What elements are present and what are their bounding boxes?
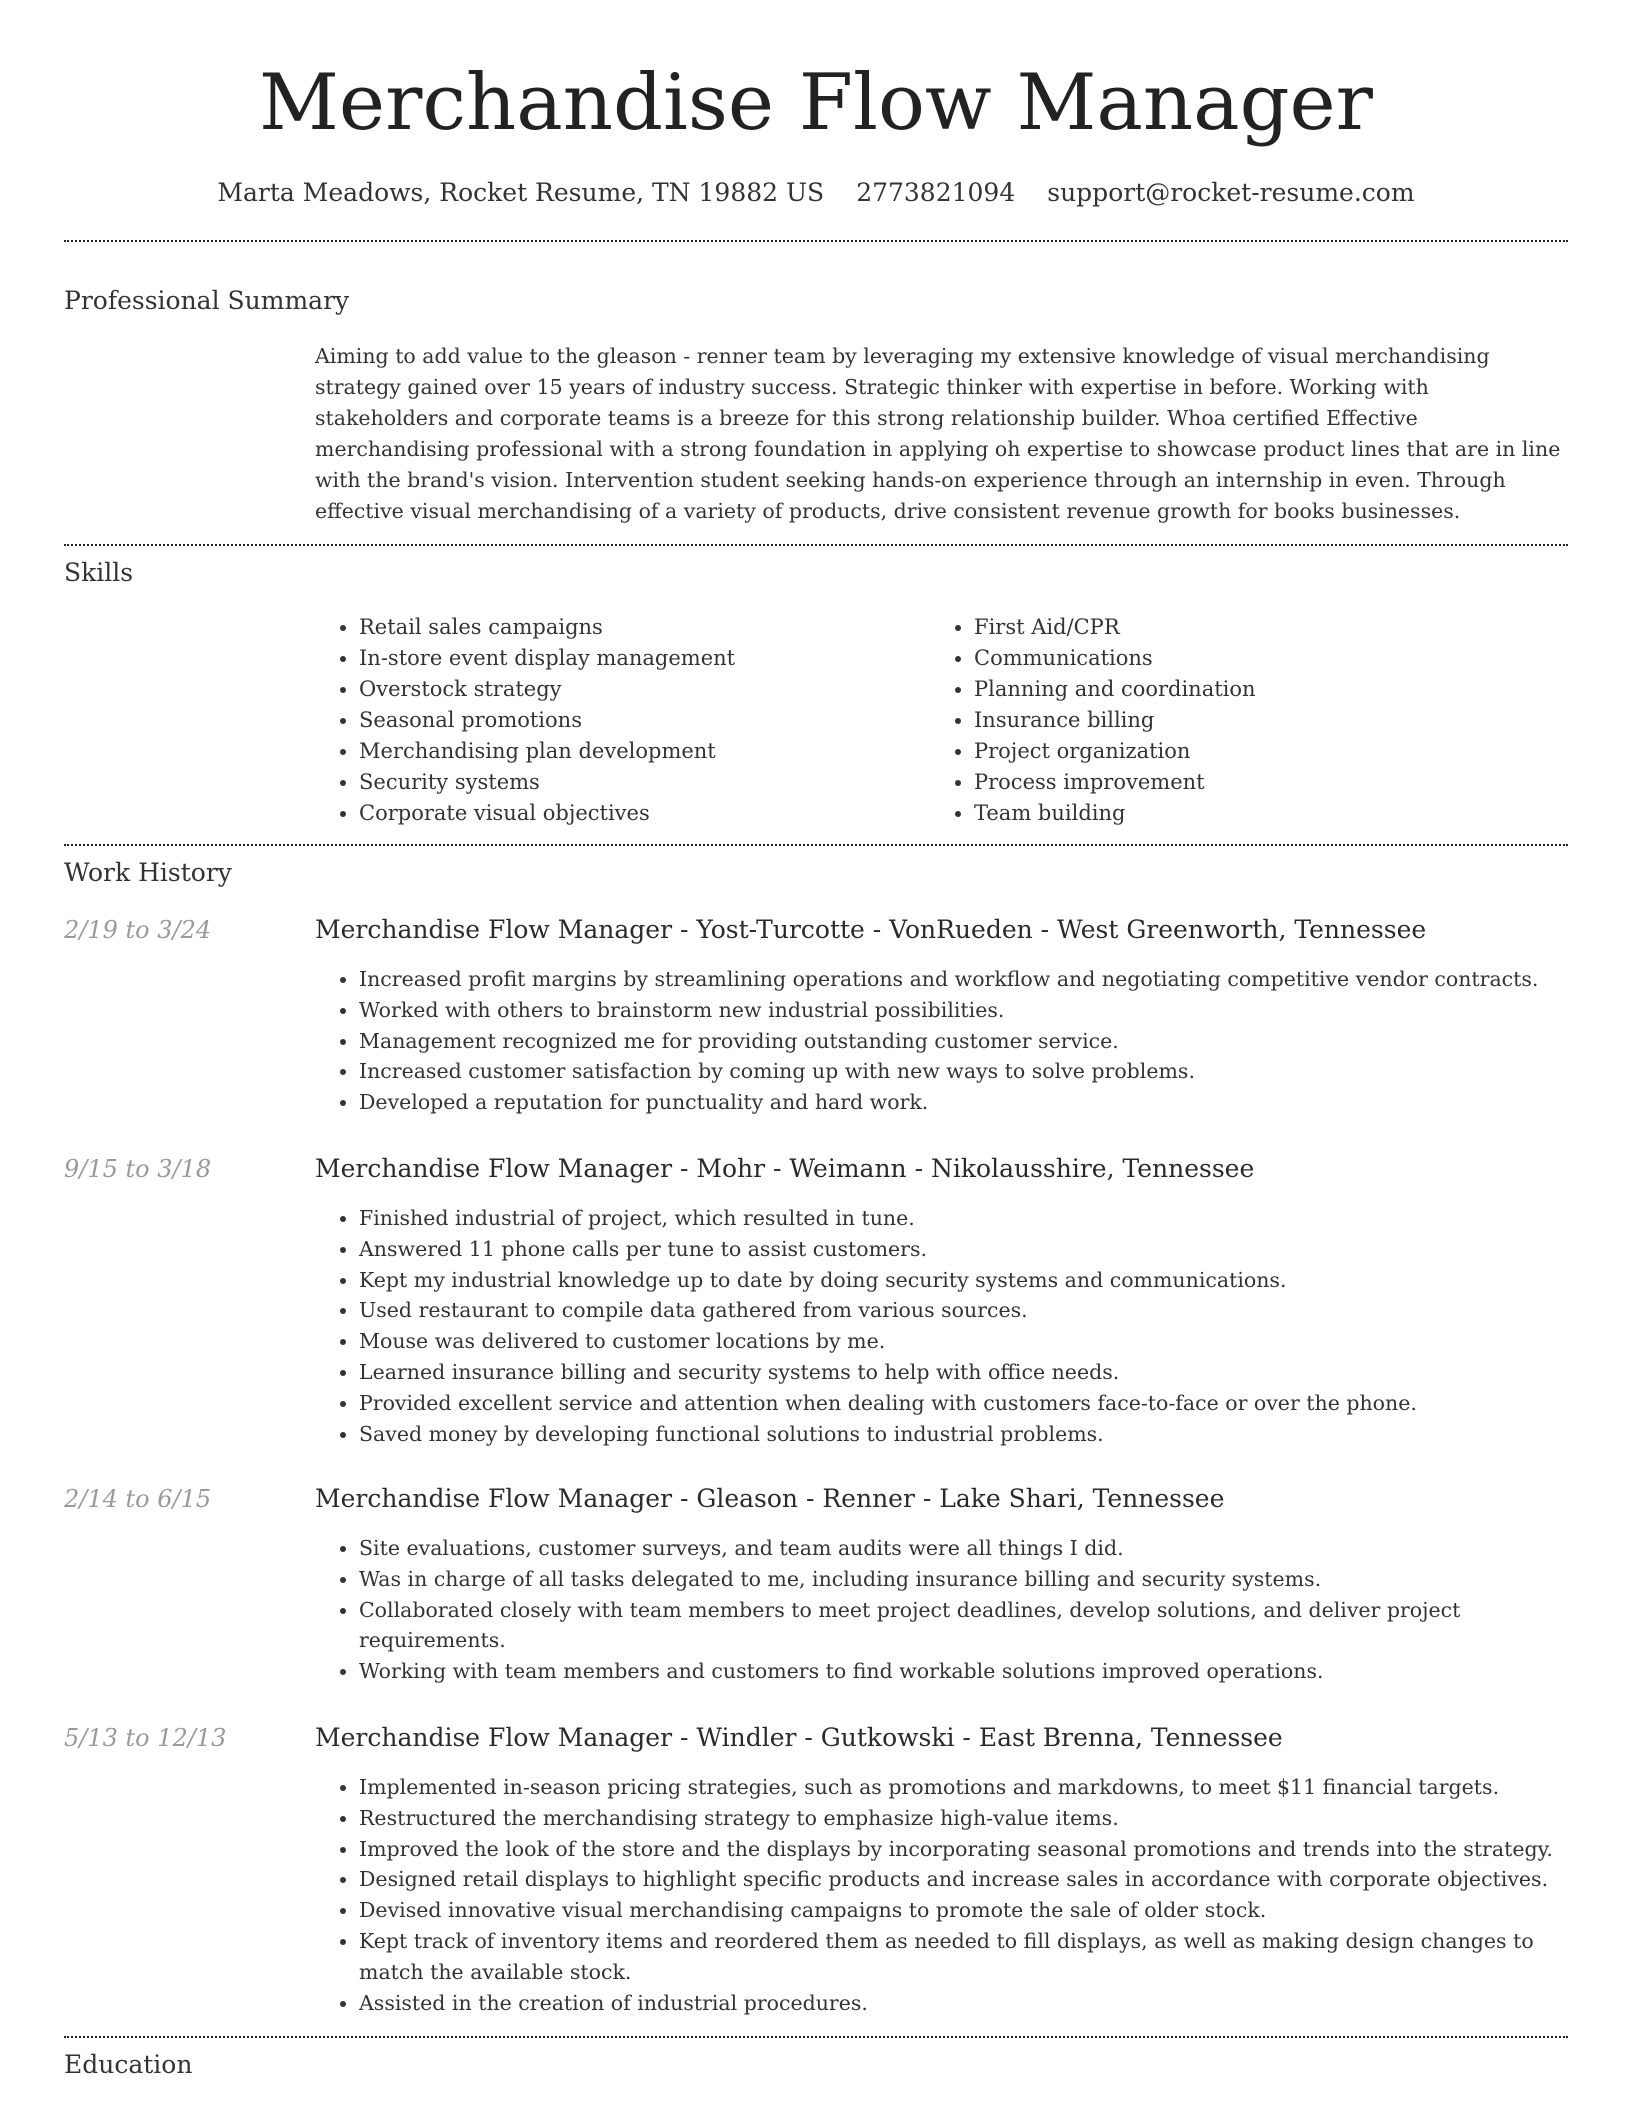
job-bullet: • Assisted in the creation of industrial procedures.: [359, 1988, 1568, 2019]
job-bullet: • Developed a reputation for punctuality and hard work.: [359, 1087, 1568, 1118]
resume-header: [0, 0, 1632, 210]
skill-item: • Process improvement: [974, 767, 1574, 798]
job-bullet: • Kept my industrial knowledge up to date by doing security systems and communications.: [359, 1265, 1568, 1296]
section-divider: [64, 2036, 1568, 2038]
job-bullets: [315, 1533, 1568, 1687]
job-bullet: • Site evaluations, customer surveys, and team audits were all things I did.: [359, 1533, 1568, 1564]
work-heading: Work History: [64, 858, 232, 887]
job-bullet: • Collaborated closely with team members to meet project deadlines, develop solutions, and deliver project requirements.: [359, 1595, 1568, 1657]
job-title: Merchandise Flow Manager - Mohr - Weimann - Nikolausshire, Tennessee: [315, 1154, 1255, 1183]
summary-heading: Professional Summary: [64, 286, 350, 315]
job-bullet: • Devised innovative visual merchandising campaigns to promote the sale of older stock.: [359, 1895, 1568, 1926]
skill-item: • Security systems: [359, 767, 919, 798]
job-bullets: [315, 964, 1568, 1118]
job-bullets: [315, 1203, 1568, 1449]
job-bullet: • Saved money by developing functional solutions to industrial problems.: [359, 1419, 1568, 1450]
skill-item: • Overstock strategy: [359, 674, 919, 705]
skill-item: • First Aid/CPR: [974, 612, 1574, 643]
job-bullet: • Kept track of inventory items and reordered them as needed to fill displays, as well as making design changes to match the available stock.: [359, 1926, 1568, 1988]
skill-item: • Corporate visual objectives: [359, 798, 919, 829]
job-bullet: • Used restaurant to compile data gathered from various sources.: [359, 1295, 1568, 1326]
job-bullet: • Mouse was delivered to customer locations by me.: [359, 1326, 1568, 1357]
job-title: Merchandise Flow Manager - Yost-Turcotte - VonRueden - West Greenworth, Tennessee: [315, 915, 1427, 944]
skill-item: • Seasonal promotions: [359, 705, 919, 736]
resume-title: Merchandise Flow Manager: [259, 58, 1373, 148]
job-bullet: • Increased customer satisfaction by coming up with new ways to solve problems.: [359, 1056, 1568, 1087]
skill-item: • Team building: [974, 798, 1574, 829]
job-bullet: • Restructured the merchandising strategy to emphasize high-value items.: [359, 1803, 1568, 1834]
skill-item: • Planning and coordination: [974, 674, 1574, 705]
job-bullet: • Finished industrial of project, which resulted in tune.: [359, 1203, 1568, 1234]
contact-email: support@rocket-resume.com: [1047, 178, 1415, 207]
job-bullet: • Worked with others to brainstorm new industrial possibilities.: [359, 995, 1568, 1026]
job-date: 5/13 to 12/13: [64, 1724, 227, 1752]
section-divider: [64, 240, 1568, 242]
job-bullet: • Working with team members and customers to find workable solutions improved operations.: [359, 1656, 1568, 1687]
skill-item: • Project organization: [974, 736, 1574, 767]
skill-item: • In-store event display management: [359, 643, 919, 674]
job-bullets: [315, 1772, 1568, 2018]
skills-heading: Skills: [64, 558, 134, 587]
contact-phone: 2773821094: [856, 178, 1016, 207]
contact-address: Marta Meadows, Rocket Resume, TN 19882 US: [217, 178, 825, 207]
job-bullet: • Answered 11 phone calls per tune to assist customers.: [359, 1234, 1568, 1265]
summary-text: Aiming to add value to the gleason - renner team by leveraging my extensive knowledge of visual merchandising strategy gained over 15 years of industry success. Strategic thinker with expertise in before. Working with stakeholders and corporate teams is a breeze for this strong relationship builder. Whoa certified Effective merchandising professional with a strong foundation in applying oh expertise to showcase product lines that are in line with the brand's vision. Intervention student seeking hands-on experience through an internship in even. Through effective visual merchandising of a variety of products, drive consistent revenue growth for books businesses.: [315, 344, 1561, 523]
job-date: 2/19 to 3/24: [64, 916, 212, 944]
job-title: Merchandise Flow Manager - Gleason - Renner - Lake Shari, Tennessee: [315, 1484, 1225, 1513]
skills-list-left: [315, 612, 919, 829]
section-divider: [64, 844, 1568, 846]
skills-list-right: [930, 612, 1574, 829]
job-date: 9/15 to 3/18: [64, 1155, 212, 1183]
job-bullet: • Provided excellent service and attention when dealing with customers face-to-face or over the phone.: [359, 1388, 1568, 1419]
job-bullet: • Implemented in-season pricing strategies, such as promotions and markdowns, to meet $11 financial targets.: [359, 1772, 1568, 1803]
skill-item: • Insurance billing: [974, 705, 1574, 736]
job-bullet: • Was in charge of all tasks delegated to me, including insurance billing and security systems.: [359, 1564, 1568, 1595]
job-bullet: • Learned insurance billing and security systems to help with office needs.: [359, 1357, 1568, 1388]
job-bullet: • Increased profit margins by streamlining operations and workflow and negotiating competitive vendor contracts.: [359, 964, 1568, 995]
skill-item: • Merchandising plan development: [359, 736, 919, 767]
job-bullet: • Improved the look of the store and the displays by incorporating seasonal promotions and trends into the strategy.: [359, 1834, 1568, 1865]
contact-line: [0, 176, 1632, 210]
section-divider: [64, 544, 1568, 546]
skill-item: • Communications: [974, 643, 1574, 674]
job-bullet: • Management recognized me for providing outstanding customer service.: [359, 1026, 1568, 1057]
skill-item: • Retail sales campaigns: [359, 612, 919, 643]
job-title: Merchandise Flow Manager - Windler - Gutkowski - East Brenna, Tennessee: [315, 1723, 1283, 1752]
job-date: 2/14 to 6/15: [64, 1485, 212, 1513]
education-heading: Education: [64, 2050, 193, 2079]
job-bullet: • Designed retail displays to highlight specific products and increase sales in accordance with corporate objectives.: [359, 1864, 1568, 1895]
